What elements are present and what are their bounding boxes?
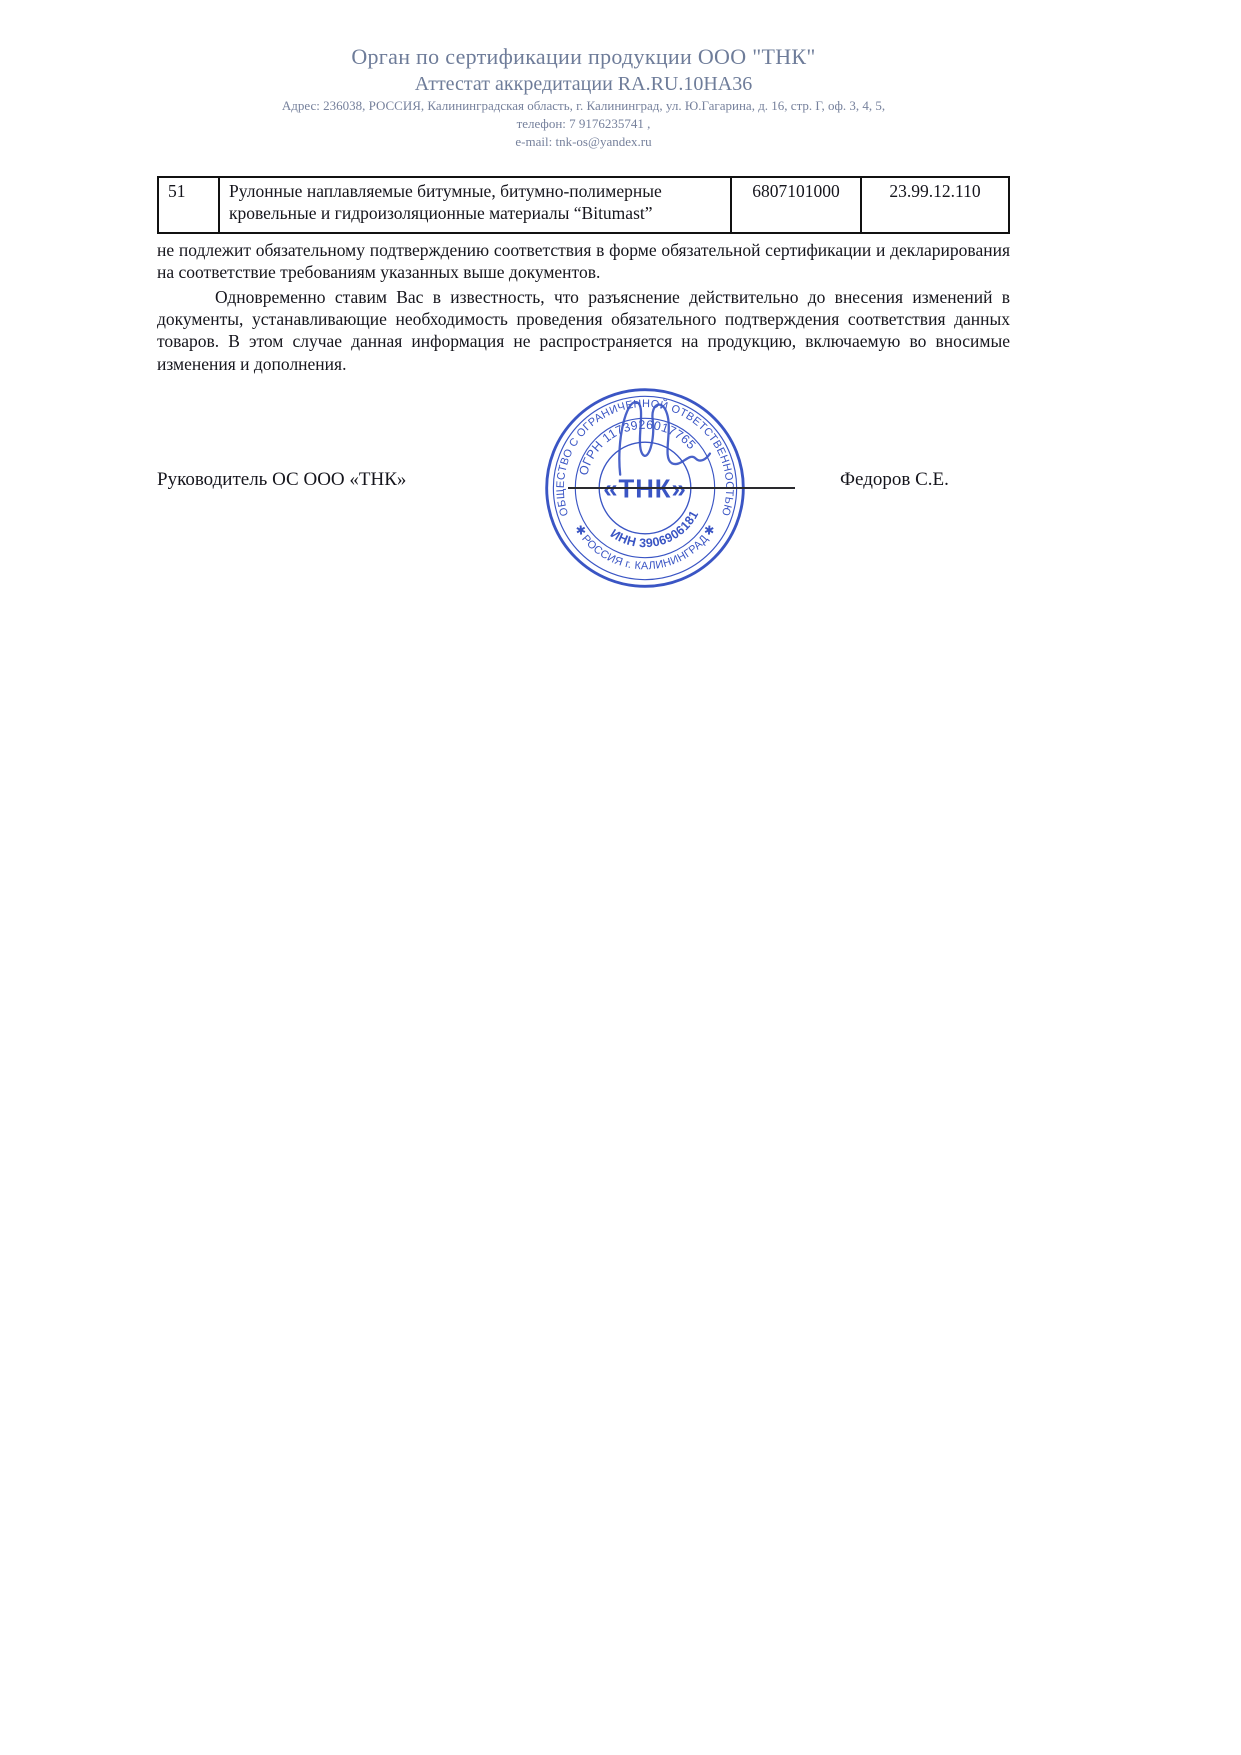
signatory-role: Руководитель ОС ООО «ТНК» [157, 469, 407, 491]
signatory-name: Федоров С.Е. [840, 469, 949, 491]
paragraph-notice: Одновременно ставим Вас в известность, что разъяснение действительно до внесения изменений в документы, устанавливающие необходимость проведения обязательного подтверждения соответствия данных товаров. В этом случае данная информация не распространяется на продукцию, включаемую во вносимые изменения и дополнения. [157, 286, 1010, 374]
stamp-location-text: РОССИЯ г. КАЛИНИНГРАД [579, 532, 711, 573]
paragraph-not-subject: не подлежит обязательному подтверждению соответствия в форме обязательной сертификации и декларирования на соответствие требованиям указанных выше документов. [157, 239, 1010, 283]
address-line: Адрес: 236038, РОССИЯ, Калининградская область, г. Калининград, ул. Ю.Гагарина, д. 16, стр. Г, оф. 3, 4, 5, [281, 98, 886, 113]
stamp-inn-text: ИНН 3906906181 [607, 508, 702, 551]
email-line: e-mail: tnk-os@yandex.ru [515, 134, 652, 149]
document-header [157, 0, 1010, 150]
product-table [157, 176, 1010, 234]
signature-area [157, 377, 1010, 627]
org-name: Орган по сертификации продукции ООО "ТНК" [351, 44, 816, 69]
accreditation-line: Аттестат аккредитации RA.RU.10НА36 [414, 73, 753, 95]
signature-line [568, 487, 795, 489]
row-number-cell: 51 [158, 177, 219, 233]
stamp-star-left-icon: ✱ [571, 522, 590, 539]
tnved-code-cell: 6807101000 [731, 177, 861, 233]
stamp-ogrn-text: ОГРН 1173926017765 [576, 417, 699, 477]
product-table-row [158, 177, 1009, 233]
handwritten-signature [619, 402, 710, 475]
product-description-cell: Рулонные наплавляемые битумные, битумно-полимерные кровельные и гидроизоляционные материалы “Bitumast” [219, 177, 731, 233]
stamp-star-right-icon: ✱ [700, 522, 719, 539]
document-content [157, 0, 1010, 627]
phone-line: телефон: 7 9176235741 , [516, 116, 651, 131]
okpd-code-cell: 23.99.12.110 [861, 177, 1009, 233]
stamp-company-name-text: ОБЩЕСТВО С ОГРАНИЧЕННОЙ ОТВЕТСТВЕННОСТЬЮ [554, 398, 736, 518]
stamp-center-text: «ТНК» [603, 475, 687, 504]
